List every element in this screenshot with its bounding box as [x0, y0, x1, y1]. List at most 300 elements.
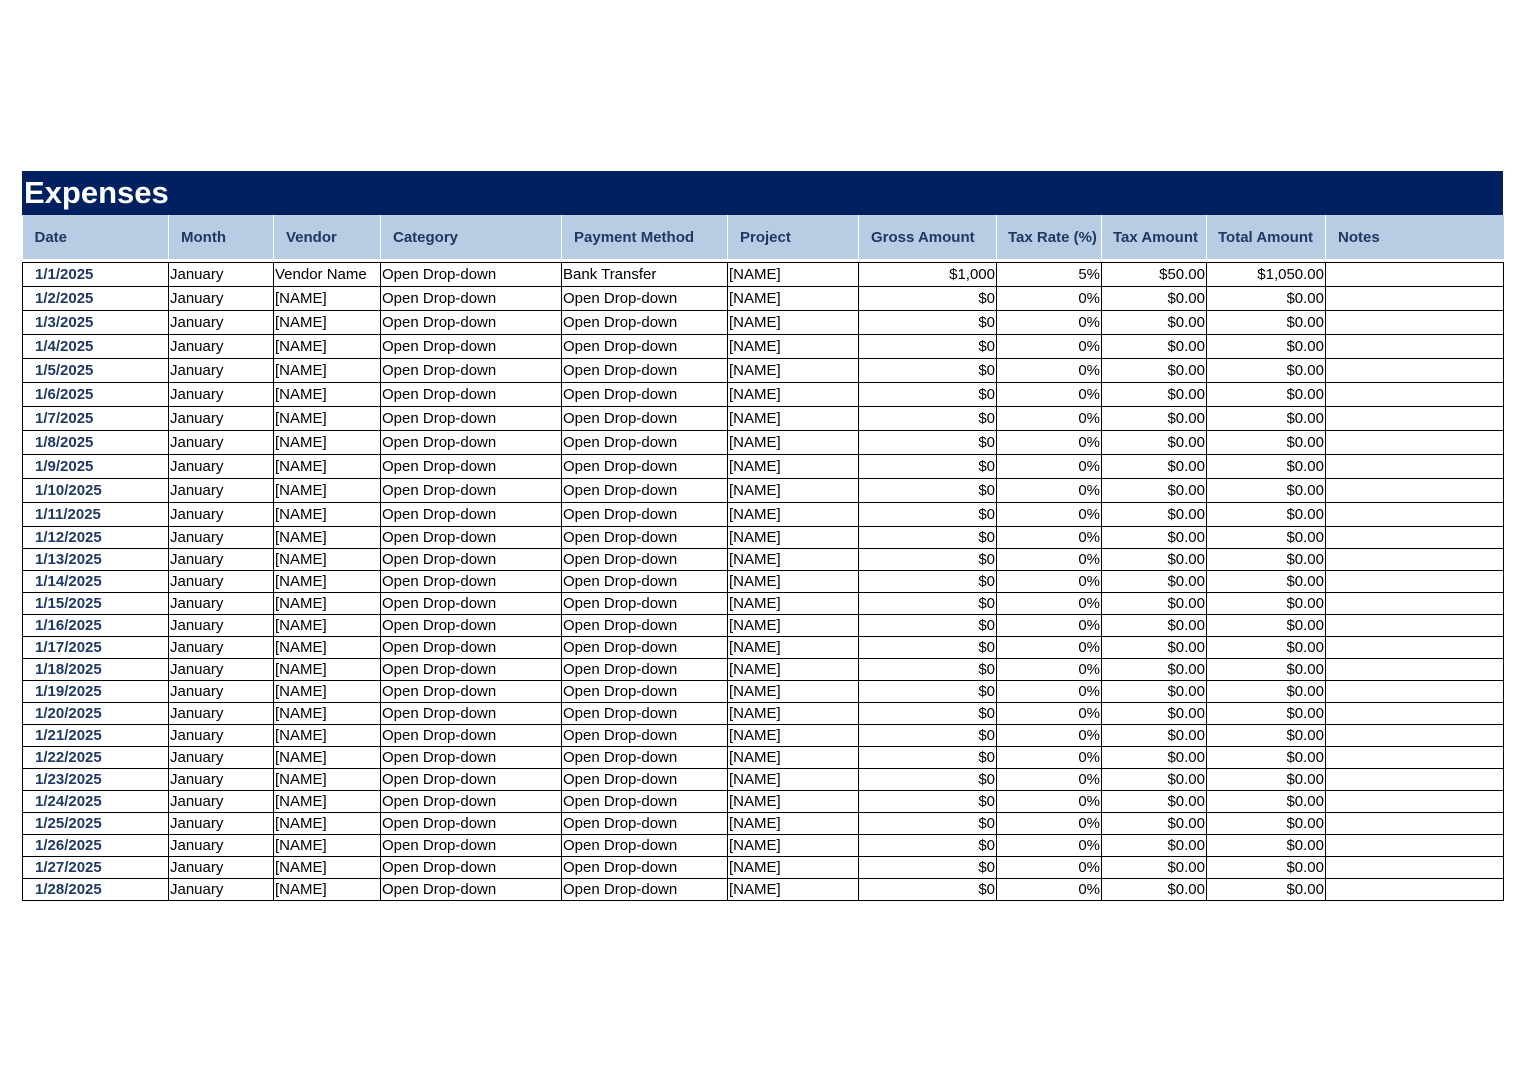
cell-vendor[interactable]: [NAME]: [274, 593, 381, 615]
cell-month[interactable]: January: [169, 287, 274, 311]
cell-payment-method-dropdown[interactable]: Open Drop-down: [562, 383, 728, 407]
cell-vendor[interactable]: [NAME]: [274, 615, 381, 637]
cell-vendor[interactable]: [NAME]: [274, 407, 381, 431]
cell-month[interactable]: January: [169, 359, 274, 383]
cell-tax-amount[interactable]: $0.00: [1102, 571, 1207, 593]
cell-tax-amount[interactable]: $0.00: [1102, 593, 1207, 615]
cell-gross-amount[interactable]: $0: [859, 857, 997, 879]
cell-gross-amount[interactable]: $0: [859, 725, 997, 747]
cell-payment-method-dropdown[interactable]: Open Drop-down: [562, 571, 728, 593]
cell-month[interactable]: January: [169, 479, 274, 503]
cell-date[interactable]: 1/14/2025: [23, 571, 169, 593]
cell-project[interactable]: [NAME]: [728, 681, 859, 703]
cell-month[interactable]: January: [169, 769, 274, 791]
cell-payment-method-dropdown[interactable]: Open Drop-down: [562, 335, 728, 359]
cell-tax-rate[interactable]: 0%: [997, 571, 1102, 593]
cell-tax-rate[interactable]: 0%: [997, 637, 1102, 659]
cell-tax-amount[interactable]: $0.00: [1102, 407, 1207, 431]
column-header-total-amount[interactable]: Total Amount: [1207, 215, 1326, 259]
cell-total-amount[interactable]: $0.00: [1207, 311, 1326, 335]
cell-gross-amount[interactable]: $0: [859, 455, 997, 479]
cell-category-dropdown[interactable]: Open Drop-down: [381, 813, 562, 835]
cell-tax-amount[interactable]: $0.00: [1102, 455, 1207, 479]
cell-category-dropdown[interactable]: Open Drop-down: [381, 571, 562, 593]
cell-project[interactable]: [NAME]: [728, 659, 859, 681]
cell-tax-rate[interactable]: 0%: [997, 549, 1102, 571]
cell-total-amount[interactable]: $0.00: [1207, 879, 1326, 901]
cell-payment-method-dropdown[interactable]: Open Drop-down: [562, 527, 728, 549]
cell-notes[interactable]: [1326, 835, 1504, 857]
cell-payment-method-dropdown[interactable]: Open Drop-down: [562, 813, 728, 835]
cell-payment-method-dropdown[interactable]: Open Drop-down: [562, 311, 728, 335]
cell-date[interactable]: 1/5/2025: [23, 359, 169, 383]
cell-total-amount[interactable]: $0.00: [1207, 335, 1326, 359]
cell-gross-amount[interactable]: $0: [859, 703, 997, 725]
cell-vendor[interactable]: [NAME]: [274, 431, 381, 455]
cell-project[interactable]: [NAME]: [728, 725, 859, 747]
cell-tax-rate[interactable]: 0%: [997, 879, 1102, 901]
cell-notes[interactable]: [1326, 637, 1504, 659]
cell-vendor[interactable]: [NAME]: [274, 287, 381, 311]
cell-total-amount[interactable]: $0.00: [1207, 813, 1326, 835]
cell-vendor[interactable]: [NAME]: [274, 681, 381, 703]
cell-gross-amount[interactable]: $0: [859, 769, 997, 791]
cell-project[interactable]: [NAME]: [728, 615, 859, 637]
cell-tax-amount[interactable]: $0.00: [1102, 813, 1207, 835]
cell-month[interactable]: January: [169, 311, 274, 335]
cell-date[interactable]: 1/24/2025: [23, 791, 169, 813]
cell-tax-amount[interactable]: $0.00: [1102, 527, 1207, 549]
cell-project[interactable]: [NAME]: [728, 479, 859, 503]
cell-gross-amount[interactable]: $0: [859, 287, 997, 311]
cell-tax-amount[interactable]: $0.00: [1102, 835, 1207, 857]
cell-date[interactable]: 1/13/2025: [23, 549, 169, 571]
cell-vendor[interactable]: [NAME]: [274, 659, 381, 681]
cell-date[interactable]: 1/20/2025: [23, 703, 169, 725]
cell-notes[interactable]: [1326, 407, 1504, 431]
cell-notes[interactable]: [1326, 703, 1504, 725]
cell-gross-amount[interactable]: $0: [859, 835, 997, 857]
cell-tax-rate[interactable]: 0%: [997, 835, 1102, 857]
cell-category-dropdown[interactable]: Open Drop-down: [381, 659, 562, 681]
cell-date[interactable]: 1/28/2025: [23, 879, 169, 901]
cell-payment-method-dropdown[interactable]: Open Drop-down: [562, 287, 728, 311]
cell-notes[interactable]: [1326, 503, 1504, 527]
cell-total-amount[interactable]: $1,050.00: [1207, 263, 1326, 287]
cell-project[interactable]: [NAME]: [728, 637, 859, 659]
cell-vendor[interactable]: [NAME]: [274, 359, 381, 383]
cell-notes[interactable]: [1326, 359, 1504, 383]
cell-vendor[interactable]: [NAME]: [274, 503, 381, 527]
cell-notes[interactable]: [1326, 813, 1504, 835]
cell-tax-amount[interactable]: $0.00: [1102, 359, 1207, 383]
cell-total-amount[interactable]: $0.00: [1207, 571, 1326, 593]
cell-tax-amount[interactable]: $0.00: [1102, 747, 1207, 769]
cell-date[interactable]: 1/6/2025: [23, 383, 169, 407]
cell-payment-method-dropdown[interactable]: Open Drop-down: [562, 857, 728, 879]
cell-tax-amount[interactable]: $0.00: [1102, 791, 1207, 813]
cell-date[interactable]: 1/27/2025: [23, 857, 169, 879]
cell-notes[interactable]: [1326, 455, 1504, 479]
cell-tax-amount[interactable]: $0.00: [1102, 681, 1207, 703]
cell-payment-method-dropdown[interactable]: Open Drop-down: [562, 479, 728, 503]
cell-project[interactable]: [NAME]: [728, 455, 859, 479]
cell-month[interactable]: January: [169, 791, 274, 813]
cell-month[interactable]: January: [169, 747, 274, 769]
cell-gross-amount[interactable]: $1,000: [859, 263, 997, 287]
cell-month[interactable]: January: [169, 335, 274, 359]
cell-category-dropdown[interactable]: Open Drop-down: [381, 263, 562, 287]
cell-project[interactable]: [NAME]: [728, 311, 859, 335]
cell-total-amount[interactable]: $0.00: [1207, 383, 1326, 407]
cell-project[interactable]: [NAME]: [728, 549, 859, 571]
cell-payment-method-dropdown[interactable]: Open Drop-down: [562, 681, 728, 703]
cell-month[interactable]: January: [169, 383, 274, 407]
cell-tax-amount[interactable]: $0.00: [1102, 725, 1207, 747]
column-header-tax-amount[interactable]: Tax Amount: [1102, 215, 1207, 259]
cell-gross-amount[interactable]: $0: [859, 311, 997, 335]
cell-date[interactable]: 1/10/2025: [23, 479, 169, 503]
cell-category-dropdown[interactable]: Open Drop-down: [381, 549, 562, 571]
cell-vendor[interactable]: [NAME]: [274, 383, 381, 407]
cell-project[interactable]: [NAME]: [728, 527, 859, 549]
cell-tax-rate[interactable]: 0%: [997, 311, 1102, 335]
cell-project[interactable]: [NAME]: [728, 383, 859, 407]
cell-notes[interactable]: [1326, 527, 1504, 549]
cell-total-amount[interactable]: $0.00: [1207, 593, 1326, 615]
cell-gross-amount[interactable]: $0: [859, 527, 997, 549]
cell-project[interactable]: [NAME]: [728, 769, 859, 791]
cell-date[interactable]: 1/2/2025: [23, 287, 169, 311]
cell-category-dropdown[interactable]: Open Drop-down: [381, 287, 562, 311]
cell-notes[interactable]: [1326, 593, 1504, 615]
cell-total-amount[interactable]: $0.00: [1207, 791, 1326, 813]
cell-tax-rate[interactable]: 0%: [997, 857, 1102, 879]
cell-vendor[interactable]: [NAME]: [274, 879, 381, 901]
cell-month[interactable]: January: [169, 431, 274, 455]
cell-gross-amount[interactable]: $0: [859, 359, 997, 383]
cell-tax-rate[interactable]: 0%: [997, 659, 1102, 681]
cell-total-amount[interactable]: $0.00: [1207, 747, 1326, 769]
cell-tax-rate[interactable]: 0%: [997, 431, 1102, 455]
cell-payment-method-dropdown[interactable]: Open Drop-down: [562, 835, 728, 857]
cell-project[interactable]: [NAME]: [728, 503, 859, 527]
cell-category-dropdown[interactable]: Open Drop-down: [381, 383, 562, 407]
cell-month[interactable]: January: [169, 593, 274, 615]
cell-month[interactable]: January: [169, 879, 274, 901]
cell-category-dropdown[interactable]: Open Drop-down: [381, 431, 562, 455]
cell-date[interactable]: 1/18/2025: [23, 659, 169, 681]
cell-total-amount[interactable]: $0.00: [1207, 835, 1326, 857]
cell-vendor[interactable]: [NAME]: [274, 479, 381, 503]
cell-tax-amount[interactable]: $0.00: [1102, 879, 1207, 901]
cell-gross-amount[interactable]: $0: [859, 813, 997, 835]
cell-tax-rate[interactable]: 0%: [997, 791, 1102, 813]
cell-project[interactable]: [NAME]: [728, 287, 859, 311]
cell-month[interactable]: January: [169, 681, 274, 703]
cell-date[interactable]: 1/7/2025: [23, 407, 169, 431]
cell-month[interactable]: January: [169, 615, 274, 637]
cell-category-dropdown[interactable]: Open Drop-down: [381, 835, 562, 857]
cell-month[interactable]: January: [169, 455, 274, 479]
cell-notes[interactable]: [1326, 725, 1504, 747]
cell-total-amount[interactable]: $0.00: [1207, 857, 1326, 879]
cell-vendor[interactable]: [NAME]: [274, 791, 381, 813]
cell-tax-amount[interactable]: $0.00: [1102, 549, 1207, 571]
cell-gross-amount[interactable]: $0: [859, 637, 997, 659]
cell-project[interactable]: [NAME]: [728, 879, 859, 901]
cell-category-dropdown[interactable]: Open Drop-down: [381, 311, 562, 335]
cell-date[interactable]: 1/4/2025: [23, 335, 169, 359]
cell-date[interactable]: 1/16/2025: [23, 615, 169, 637]
cell-tax-rate[interactable]: 0%: [997, 769, 1102, 791]
cell-category-dropdown[interactable]: Open Drop-down: [381, 769, 562, 791]
cell-project[interactable]: [NAME]: [728, 703, 859, 725]
cell-notes[interactable]: [1326, 659, 1504, 681]
cell-payment-method-dropdown[interactable]: Open Drop-down: [562, 455, 728, 479]
cell-project[interactable]: [NAME]: [728, 593, 859, 615]
cell-date[interactable]: 1/21/2025: [23, 725, 169, 747]
column-header-category[interactable]: Category: [381, 215, 562, 259]
cell-month[interactable]: January: [169, 549, 274, 571]
cell-date[interactable]: 1/22/2025: [23, 747, 169, 769]
cell-tax-amount[interactable]: $0.00: [1102, 659, 1207, 681]
cell-gross-amount[interactable]: $0: [859, 615, 997, 637]
cell-vendor[interactable]: [NAME]: [274, 747, 381, 769]
cell-category-dropdown[interactable]: Open Drop-down: [381, 879, 562, 901]
cell-project[interactable]: [NAME]: [728, 813, 859, 835]
cell-month[interactable]: January: [169, 835, 274, 857]
cell-date[interactable]: 1/12/2025: [23, 527, 169, 549]
cell-project[interactable]: [NAME]: [728, 791, 859, 813]
cell-tax-amount[interactable]: $0.00: [1102, 431, 1207, 455]
cell-notes[interactable]: [1326, 857, 1504, 879]
cell-payment-method-dropdown[interactable]: Open Drop-down: [562, 359, 728, 383]
column-header-month[interactable]: Month: [169, 215, 274, 259]
cell-notes[interactable]: [1326, 549, 1504, 571]
cell-month[interactable]: January: [169, 263, 274, 287]
column-header-notes[interactable]: Notes: [1326, 215, 1504, 259]
cell-tax-rate[interactable]: 0%: [997, 479, 1102, 503]
cell-gross-amount[interactable]: $0: [859, 383, 997, 407]
cell-notes[interactable]: [1326, 681, 1504, 703]
cell-tax-amount[interactable]: $50.00: [1102, 263, 1207, 287]
cell-date[interactable]: 1/3/2025: [23, 311, 169, 335]
cell-tax-rate[interactable]: 0%: [997, 407, 1102, 431]
cell-total-amount[interactable]: $0.00: [1207, 659, 1326, 681]
cell-project[interactable]: [NAME]: [728, 835, 859, 857]
cell-tax-rate[interactable]: 0%: [997, 725, 1102, 747]
cell-total-amount[interactable]: $0.00: [1207, 769, 1326, 791]
cell-project[interactable]: [NAME]: [728, 335, 859, 359]
cell-total-amount[interactable]: $0.00: [1207, 527, 1326, 549]
cell-notes[interactable]: [1326, 615, 1504, 637]
column-header-project[interactable]: Project: [728, 215, 859, 259]
cell-project[interactable]: [NAME]: [728, 571, 859, 593]
cell-date[interactable]: 1/9/2025: [23, 455, 169, 479]
cell-gross-amount[interactable]: $0: [859, 879, 997, 901]
cell-category-dropdown[interactable]: Open Drop-down: [381, 503, 562, 527]
cell-month[interactable]: January: [169, 703, 274, 725]
cell-notes[interactable]: [1326, 311, 1504, 335]
cell-date[interactable]: 1/25/2025: [23, 813, 169, 835]
cell-vendor[interactable]: [NAME]: [274, 527, 381, 549]
cell-category-dropdown[interactable]: Open Drop-down: [381, 615, 562, 637]
cell-tax-amount[interactable]: $0.00: [1102, 503, 1207, 527]
cell-tax-amount[interactable]: $0.00: [1102, 769, 1207, 791]
cell-date[interactable]: 1/23/2025: [23, 769, 169, 791]
column-header-gross-amount[interactable]: Gross Amount: [859, 215, 997, 259]
cell-gross-amount[interactable]: $0: [859, 681, 997, 703]
cell-project[interactable]: [NAME]: [728, 857, 859, 879]
column-header-tax-rate[interactable]: Tax Rate (%): [997, 215, 1102, 259]
cell-payment-method-dropdown[interactable]: Open Drop-down: [562, 503, 728, 527]
cell-tax-rate[interactable]: 0%: [997, 593, 1102, 615]
cell-tax-rate[interactable]: 0%: [997, 359, 1102, 383]
cell-notes[interactable]: [1326, 791, 1504, 813]
cell-tax-rate[interactable]: 0%: [997, 527, 1102, 549]
cell-payment-method-dropdown[interactable]: Open Drop-down: [562, 615, 728, 637]
cell-tax-rate[interactable]: 0%: [997, 503, 1102, 527]
cell-date[interactable]: 1/19/2025: [23, 681, 169, 703]
column-header-date[interactable]: Date: [23, 215, 169, 259]
cell-vendor[interactable]: [NAME]: [274, 813, 381, 835]
cell-tax-rate[interactable]: 0%: [997, 747, 1102, 769]
cell-tax-rate[interactable]: 5%: [997, 263, 1102, 287]
cell-total-amount[interactable]: $0.00: [1207, 615, 1326, 637]
cell-vendor[interactable]: [NAME]: [274, 455, 381, 479]
cell-tax-amount[interactable]: $0.00: [1102, 703, 1207, 725]
cell-month[interactable]: January: [169, 659, 274, 681]
cell-project[interactable]: [NAME]: [728, 407, 859, 431]
cell-payment-method-dropdown[interactable]: Open Drop-down: [562, 431, 728, 455]
cell-date[interactable]: 1/26/2025: [23, 835, 169, 857]
cell-notes[interactable]: [1326, 335, 1504, 359]
cell-vendor[interactable]: [NAME]: [274, 725, 381, 747]
cell-payment-method-dropdown[interactable]: Open Drop-down: [562, 549, 728, 571]
cell-notes[interactable]: [1326, 769, 1504, 791]
cell-total-amount[interactable]: $0.00: [1207, 455, 1326, 479]
cell-gross-amount[interactable]: $0: [859, 503, 997, 527]
cell-tax-rate[interactable]: 0%: [997, 681, 1102, 703]
cell-payment-method-dropdown[interactable]: Open Drop-down: [562, 769, 728, 791]
cell-tax-rate[interactable]: 0%: [997, 383, 1102, 407]
cell-tax-amount[interactable]: $0.00: [1102, 287, 1207, 311]
column-header-vendor[interactable]: Vendor: [274, 215, 381, 259]
cell-notes[interactable]: [1326, 479, 1504, 503]
cell-vendor[interactable]: [NAME]: [274, 857, 381, 879]
cell-month[interactable]: January: [169, 503, 274, 527]
cell-project[interactable]: [NAME]: [728, 263, 859, 287]
cell-notes[interactable]: [1326, 571, 1504, 593]
cell-month[interactable]: January: [169, 725, 274, 747]
cell-month[interactable]: January: [169, 407, 274, 431]
cell-date[interactable]: 1/11/2025: [23, 503, 169, 527]
cell-vendor[interactable]: [NAME]: [274, 571, 381, 593]
cell-total-amount[interactable]: $0.00: [1207, 637, 1326, 659]
cell-date[interactable]: 1/1/2025: [23, 263, 169, 287]
cell-notes[interactable]: [1326, 431, 1504, 455]
cell-gross-amount[interactable]: $0: [859, 431, 997, 455]
cell-category-dropdown[interactable]: Open Drop-down: [381, 637, 562, 659]
cell-total-amount[interactable]: $0.00: [1207, 549, 1326, 571]
cell-category-dropdown[interactable]: Open Drop-down: [381, 747, 562, 769]
cell-gross-amount[interactable]: $0: [859, 407, 997, 431]
cell-tax-rate[interactable]: 0%: [997, 335, 1102, 359]
cell-payment-method-dropdown[interactable]: Open Drop-down: [562, 407, 728, 431]
cell-gross-amount[interactable]: $0: [859, 659, 997, 681]
cell-gross-amount[interactable]: $0: [859, 479, 997, 503]
cell-notes[interactable]: [1326, 747, 1504, 769]
cell-date[interactable]: 1/8/2025: [23, 431, 169, 455]
cell-category-dropdown[interactable]: Open Drop-down: [381, 725, 562, 747]
cell-total-amount[interactable]: $0.00: [1207, 725, 1326, 747]
cell-category-dropdown[interactable]: Open Drop-down: [381, 527, 562, 549]
cell-category-dropdown[interactable]: Open Drop-down: [381, 857, 562, 879]
cell-notes[interactable]: [1326, 879, 1504, 901]
cell-category-dropdown[interactable]: Open Drop-down: [381, 359, 562, 383]
cell-category-dropdown[interactable]: Open Drop-down: [381, 791, 562, 813]
cell-tax-amount[interactable]: $0.00: [1102, 311, 1207, 335]
cell-tax-amount[interactable]: $0.00: [1102, 335, 1207, 359]
cell-tax-rate[interactable]: 0%: [997, 455, 1102, 479]
cell-total-amount[interactable]: $0.00: [1207, 407, 1326, 431]
cell-payment-method-dropdown[interactable]: Open Drop-down: [562, 659, 728, 681]
cell-total-amount[interactable]: $0.00: [1207, 359, 1326, 383]
cell-category-dropdown[interactable]: Open Drop-down: [381, 407, 562, 431]
cell-total-amount[interactable]: $0.00: [1207, 503, 1326, 527]
cell-category-dropdown[interactable]: Open Drop-down: [381, 593, 562, 615]
cell-tax-rate[interactable]: 0%: [997, 287, 1102, 311]
cell-vendor[interactable]: [NAME]: [274, 769, 381, 791]
cell-vendor[interactable]: [NAME]: [274, 637, 381, 659]
cell-payment-method-dropdown[interactable]: Open Drop-down: [562, 703, 728, 725]
cell-payment-method-dropdown[interactable]: Bank Transfer: [562, 263, 728, 287]
cell-gross-amount[interactable]: $0: [859, 593, 997, 615]
cell-notes[interactable]: [1326, 383, 1504, 407]
cell-tax-amount[interactable]: $0.00: [1102, 637, 1207, 659]
cell-notes[interactable]: [1326, 287, 1504, 311]
cell-tax-rate[interactable]: 0%: [997, 813, 1102, 835]
cell-category-dropdown[interactable]: Open Drop-down: [381, 335, 562, 359]
cell-payment-method-dropdown[interactable]: Open Drop-down: [562, 791, 728, 813]
cell-category-dropdown[interactable]: Open Drop-down: [381, 681, 562, 703]
cell-project[interactable]: [NAME]: [728, 431, 859, 455]
cell-month[interactable]: January: [169, 857, 274, 879]
cell-vendor[interactable]: [NAME]: [274, 335, 381, 359]
cell-gross-amount[interactable]: $0: [859, 335, 997, 359]
cell-total-amount[interactable]: $0.00: [1207, 681, 1326, 703]
cell-notes[interactable]: [1326, 263, 1504, 287]
cell-category-dropdown[interactable]: Open Drop-down: [381, 479, 562, 503]
cell-tax-amount[interactable]: $0.00: [1102, 615, 1207, 637]
cell-vendor[interactable]: [NAME]: [274, 311, 381, 335]
cell-total-amount[interactable]: $0.00: [1207, 287, 1326, 311]
cell-tax-amount[interactable]: $0.00: [1102, 383, 1207, 407]
cell-date[interactable]: 1/15/2025: [23, 593, 169, 615]
cell-total-amount[interactable]: $0.00: [1207, 431, 1326, 455]
cell-payment-method-dropdown[interactable]: Open Drop-down: [562, 593, 728, 615]
cell-project[interactable]: [NAME]: [728, 747, 859, 769]
cell-gross-amount[interactable]: $0: [859, 549, 997, 571]
cell-gross-amount[interactable]: $0: [859, 791, 997, 813]
cell-tax-rate[interactable]: 0%: [997, 703, 1102, 725]
cell-month[interactable]: January: [169, 637, 274, 659]
cell-month[interactable]: January: [169, 813, 274, 835]
cell-vendor[interactable]: Vendor Name: [274, 263, 381, 287]
cell-month[interactable]: January: [169, 571, 274, 593]
cell-total-amount[interactable]: $0.00: [1207, 479, 1326, 503]
